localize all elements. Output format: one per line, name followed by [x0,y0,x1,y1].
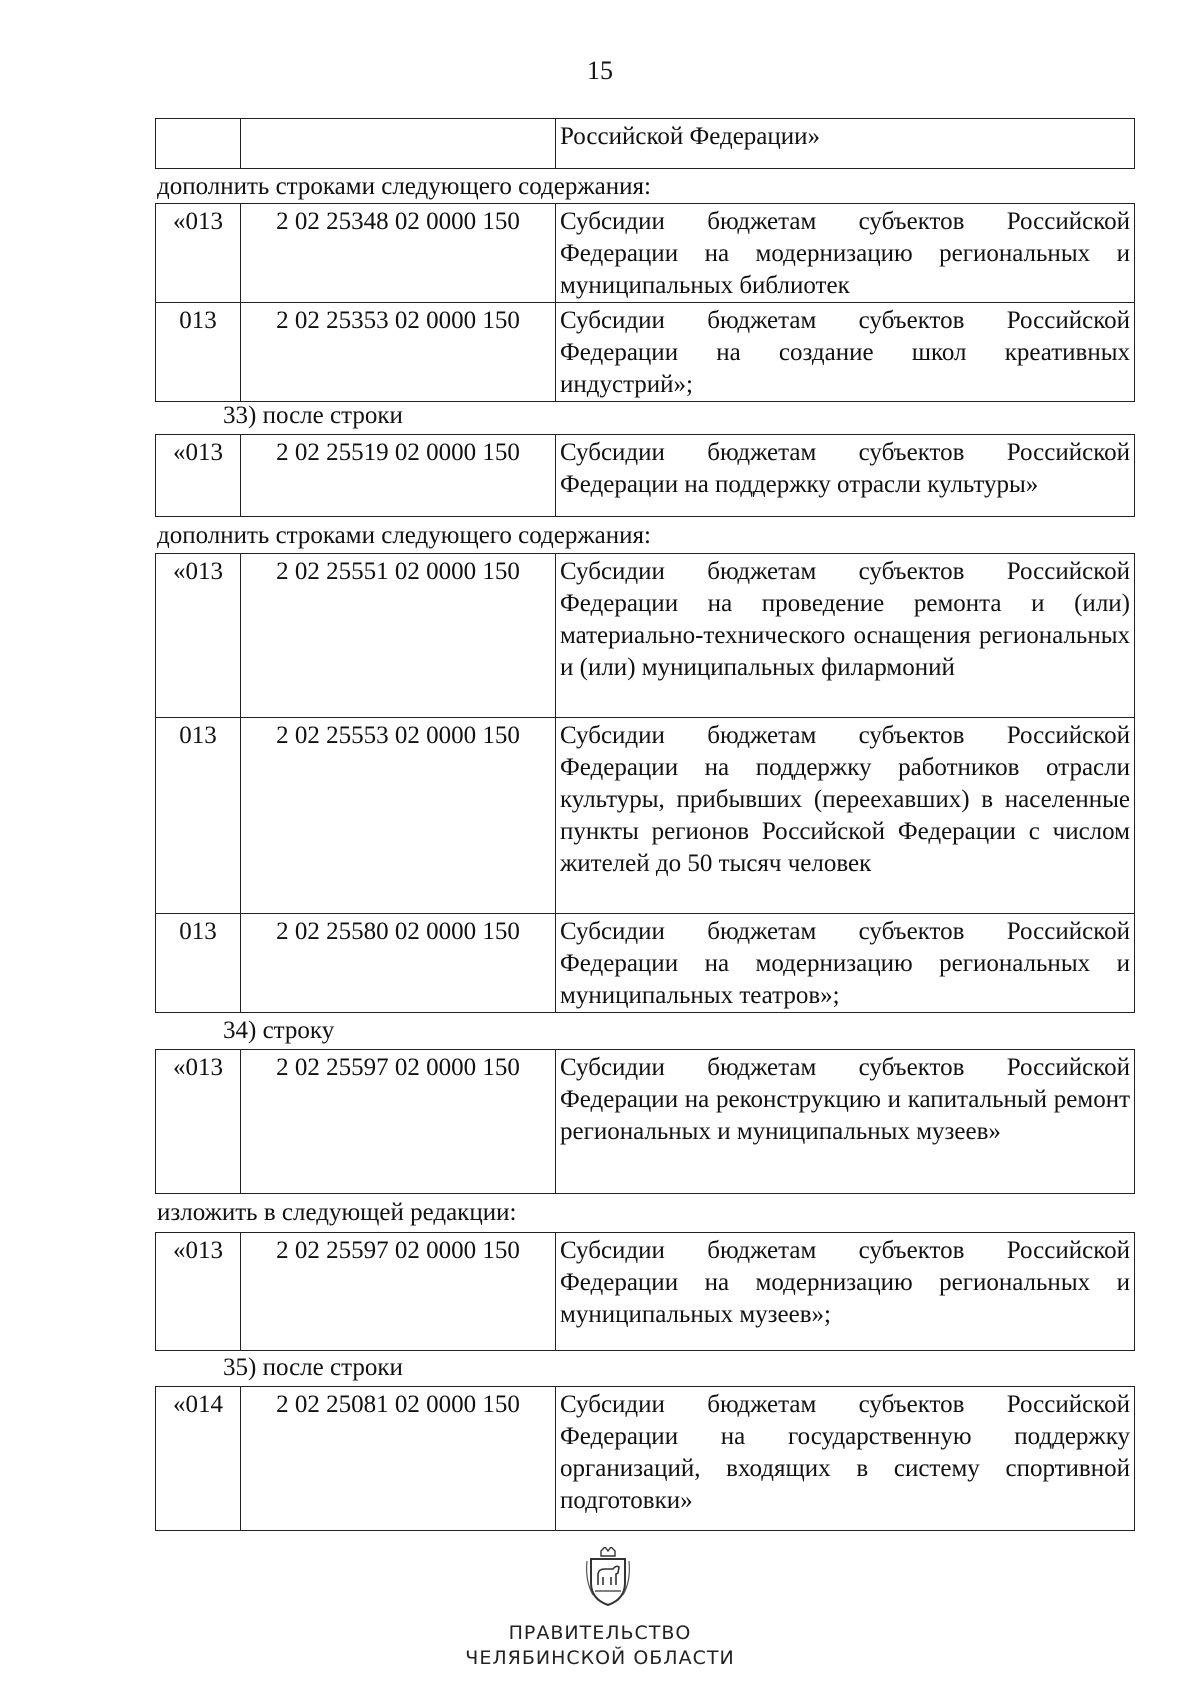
cell-description: Субсидии бюджетам субъектов Российской Федерации на реконструкцию и капитальный ремонт региональных и муниципальных музеев» [556,1050,1135,1194]
footer-org-line-1: ПРАВИТЕЛЬСТВО [508,1622,692,1644]
cell-admin-code: 013 [156,914,241,1013]
cell-admin-code: «013 [156,1233,241,1351]
cell-kbk-code: 2 02 25081 02 0000 150 [241,1387,556,1531]
cell-kbk-code: 2 02 25553 02 0000 150 [241,718,556,914]
table-row [156,1387,1135,1531]
cell-kbk-code: 2 02 25348 02 0000 150 [241,204,556,303]
cell-kbk-code [241,119,556,169]
cell-kbk-code: 2 02 25597 02 0000 150 [241,1050,556,1194]
table-row [156,1050,1135,1194]
cell-description: Субсидии бюджетам субъектов Российской Федерации на модернизацию региональных и муниципальных музеев»; [556,1233,1135,1351]
footer-org-line-2: ЧЕЛЯБИНСКОЙ ОБЛАСТИ [465,1647,735,1669]
instruction-text: изложить в следующей редакции: [157,1199,517,1226]
instruction-text: 33) после строки [223,402,403,429]
page-number: 15 [587,56,613,85]
table-block-5 [155,1049,1135,1194]
instruction-text: дополнить строками следующего содержания: [157,173,651,200]
cell-description: Субсидии бюджетам субъектов Российской Федерации на проведение ремонта и (или) материально-технического оснащения региональных и (или) муниципальных филармоний [556,554,1135,718]
cell-admin-code: 013 [156,303,241,402]
cell-description: Субсидии бюджетам субъектов Российской Федерации на модернизацию региональных и муниципальных театров»; [556,914,1135,1013]
cell-kbk-code: 2 02 25353 02 0000 150 [241,303,556,402]
cell-kbk-code: 2 02 25597 02 0000 150 [241,1233,556,1351]
table-row [156,303,1135,402]
cell-admin-code: «013 [156,554,241,718]
table-row [156,718,1135,914]
table-row [156,914,1135,1013]
table-block-4 [155,553,1135,1013]
cell-description: Субсидии бюджетам субъектов Российской Федерации на государственную поддержку организаций, входящих в систему спортивной подготовки» [556,1387,1135,1531]
instruction-text: дополнить строками следующего содержания: [157,522,651,549]
table-row [156,435,1135,517]
chelyabinsk-coat-of-arms-icon [583,1547,633,1607]
table-block-7 [155,1386,1135,1531]
cell-description: Субсидии бюджетам субъектов Российской Федерации на поддержку работников отрасли культуры, прибывших (переехавших) в населенные пункты регионов Российской Федерации с числом жителей до 50 тысяч человек [556,718,1135,914]
cell-admin-code: 013 [156,718,241,914]
table-row [156,119,1135,169]
cell-kbk-code: 2 02 25519 02 0000 150 [241,435,556,517]
cell-description: Субсидии бюджетам субъектов Российской Федерации на модернизацию региональных и муниципальных библиотек [556,204,1135,303]
cell-admin-code: «013 [156,204,241,303]
cell-description: Субсидии бюджетам субъектов Российской Федерации на поддержку отрасли культуры» [556,435,1135,517]
table-block-1 [155,118,1135,169]
cell-kbk-code: 2 02 25580 02 0000 150 [241,914,556,1013]
table-row [156,1233,1135,1351]
table-block-3 [155,434,1135,517]
cell-admin-code: «013 [156,1050,241,1194]
cell-description: Российской Федерации» [556,119,1135,169]
cell-kbk-code: 2 02 25551 02 0000 150 [241,554,556,718]
table-block-2 [155,203,1135,402]
instruction-text: 35) после строки [223,1354,403,1381]
cell-description: Субсидии бюджетам субъектов Российской Федерации на создание школ креативных индустрий»; [556,303,1135,402]
table-row [156,554,1135,718]
instruction-text: 34) строку [223,1017,335,1044]
cell-admin-code [156,119,241,169]
cell-admin-code: «013 [156,435,241,517]
table-row [156,204,1135,303]
cell-admin-code: «014 [156,1387,241,1531]
table-block-6 [155,1232,1135,1351]
